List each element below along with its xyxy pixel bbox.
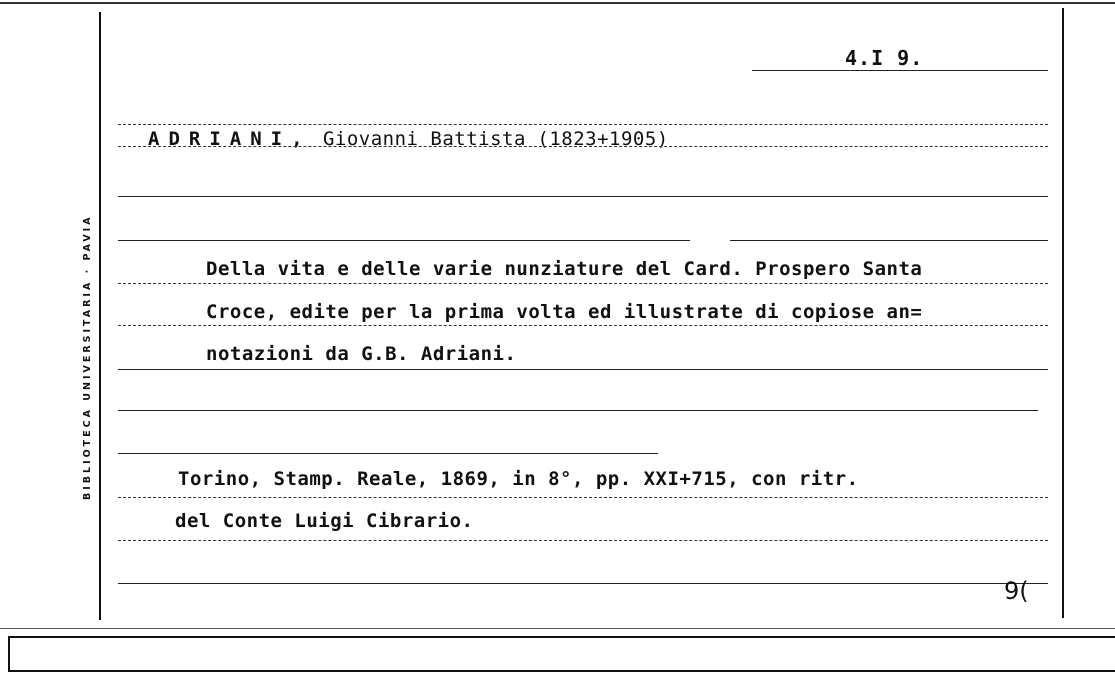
card-bottom-rule	[0, 628, 1115, 629]
ruled-line	[118, 124, 1048, 125]
ruled-line	[118, 410, 1038, 411]
title-line-3: notazioni da G.B. Adriani.	[206, 343, 517, 365]
ruled-line	[118, 283, 1048, 284]
ruled-line	[118, 497, 1048, 498]
card-top-border	[0, 2, 1115, 4]
right-margin-rule	[1062, 8, 1064, 618]
title-line-2: Croce, edite per la prima volta ed illustrate di copiose an=	[206, 301, 923, 323]
ruled-line	[730, 240, 1048, 241]
ruled-line	[118, 240, 690, 241]
imprint-line-2: del Conte Luigi Cibrario.	[175, 510, 474, 532]
shelfmark: 4.I 9.	[845, 46, 924, 70]
author-dates: (1823+1905)	[537, 128, 669, 150]
ruled-line	[118, 196, 1048, 197]
ruled-line	[118, 453, 658, 454]
ruled-line	[118, 540, 1048, 541]
card-bottom-rule	[8, 670, 1115, 672]
author-surname: ADRIANI,	[148, 128, 312, 150]
corner-number: 9(	[1004, 577, 1029, 605]
author-given-names: Giovanni Battista	[322, 128, 526, 150]
shelfmark-rule	[752, 70, 1048, 71]
ruled-line	[118, 146, 1048, 147]
title-line-1: Della vita e delle varie nunziature del Card. Prospero Santa	[206, 258, 923, 280]
ruled-line	[118, 325, 1048, 326]
ruled-line	[118, 369, 1048, 370]
left-margin-rule	[99, 12, 101, 620]
library-stamp: BIBLIOTECA UNIVERSITARIA · PAVIA	[82, 214, 93, 500]
card-bottom-strip	[8, 636, 1115, 672]
imprint-line-1: Torino, Stamp. Reale, 1869, in 8°, pp. XXI+715, con ritr.	[178, 468, 859, 490]
ruled-line	[118, 583, 1048, 584]
